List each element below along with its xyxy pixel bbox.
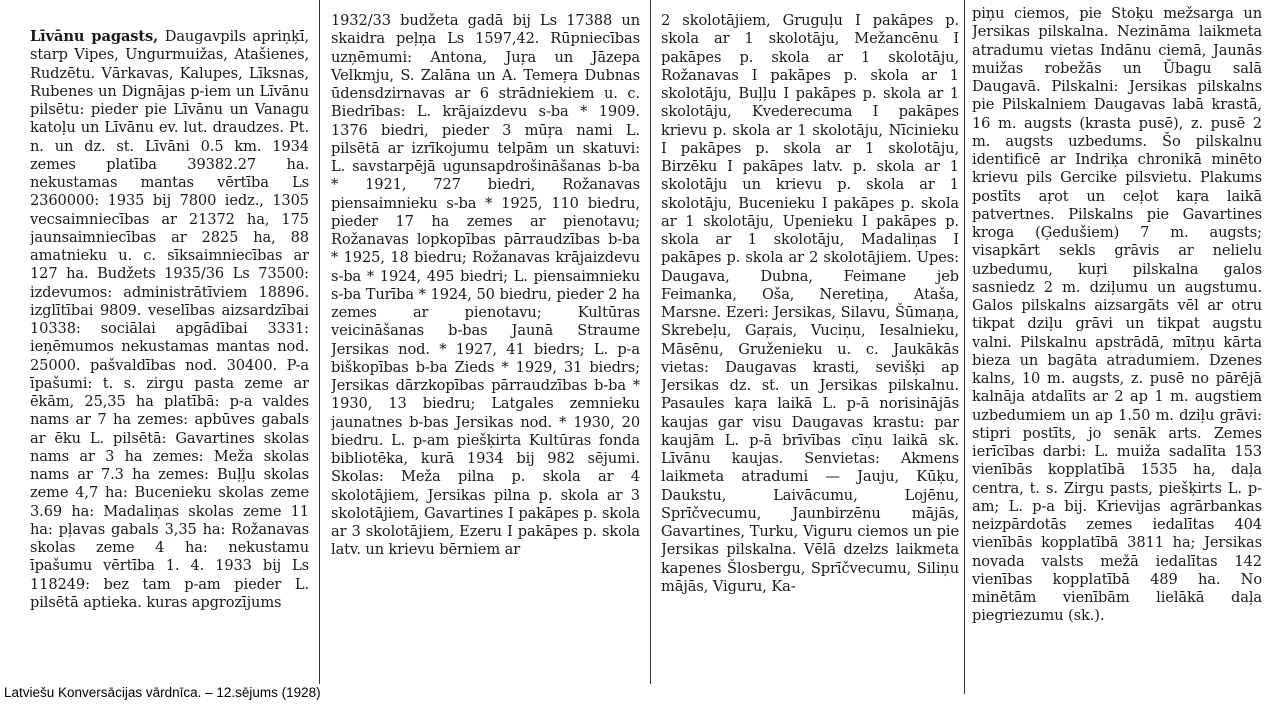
column-1-paragraph (30, 28, 309, 612)
entry-title: Līvānu pagasts, (30, 28, 159, 45)
column-divider (650, 0, 651, 684)
text-column-2 (331, 12, 640, 686)
source-caption: Latviešu Konversācijas vārdnīca. – 12.sējums (1928) (4, 685, 321, 700)
column-divider (964, 0, 965, 694)
column-2-text: 1932/33 budžeta gadā bij Ls 17388 un skaidra peļņa Ls 1597,42. Rūpniecības uzņēmumi: Antona, Juŗa un Jāzepa Velkmju, S. Zalāna un A. Temeŗa Dubnas ūdensdzirnavas ar 6 strādniekiem u. c. Biedrības: L. krājaizdevu s-ba * 1909. 1376 biedri, pieder 3 mūŗa nami L. pilsētā ar izrīkojumu telpām un skatuvi: L. savstarpējā ugunsapdrošināšanas b-ba * 1921, 727 biedri, Rožanavas piensaimnieku s-ba * 1925, 110 biedru, pieder 17 ha zemes ar pienotavu; Rožanavas lopkopības pārraudzības b-ba * 1925, 18 biedru; Rožanavas krājaizdevu s-ba * 1924, 495 biedri; L. piensaimnieku s-ba Turība * 1924, 50 biedru, pieder 2 ha zemes ar pienotavu; Kultūras veicināšanas b-bas Jaunā Straume Jersikas nod. * 1927, 41 biedrs; L. p-a biškopības b-ba Zieds * 1929, 31 biedrs; Jersikas dārzkopības pārraudzības b-ba * 1930, 13 biedru; Latgales zemnieku jaunatnes b-bas Jersikas nod. * 1930, 20 biedru. L. p-am piešķirta Kultūras fonda bibliotēka, kurā 1934 bij 982 sējumi. Skolas: Meža pilna p. skola ar 4 skolotājiem, Jersikas pilna p. skola ar 3 skolotājiem, Gavartines I pakāpes p. skola ar 3 skolotājiem, Ezeru I pakāpes p. skola latv. un krievu bērniem ar (331, 12, 640, 559)
column-4-text: piņu ciemos, pie Stoķu mežsarga un Jersikas pilskalna. Nezināma laikmeta atradumu vietas Indānu ciemā, Jaunās muižas robežās un Ūbagu salā Daugavā. Pilskalni: Jersikas pilskalns pie Pilskalniem Daugavas labā krastā, 16 m. augsts (krasta pusē), z. pusē 2 m. augsts uzbedums. Šo pilskalnu identificē ar Indriķa chronikā minēto krievu pils Gercike pilsvietu. Plakums postīts aŗot un ceļot kaŗa laikā patvertnes. Pilskalns pie Gavartines kroga (Ģedušiem) 7 m. augsts; visapkārt sekls grāvis ar nelielu uzbedumu, kuŗi pilskalna galos sasniedz 2 m. dziļumu un augstumu. Galos pilskalns aizsargāts vēl ar otru tikpat dziļu grāvi un tikpat augstu valni. Pilskalnu apstrādā, mītņu kārta bieza un bagāta atradumiem. Dzenes kalns, 10 m. augsts, z. pusē no pārējā kalnāja atdalīts ar 2 ap 1 m. augstiem uzbedumiem un ap 1.50 m. dziļu grāvi: stipri postīts, jo senāk arts. Zemes ierīcības darbi: L. muiža sadalīta 153 vienībās kopplatībā 1535 ha, daļa centra, t. s. Zirgu pasts, piešķirts L. p-am; L. p-a bij. Krievijas agrārbankas neizpārdotās zemes iedalītas 404 vienībās kopplatībā 3811 ha; Jersikas novada valsts mežā iedalītas 142 vienības kopplatībā 489 ha. No minētām vienībām lielākā daļa piegriezumu (sk.). (972, 5, 1262, 625)
text-column-3 (661, 12, 959, 686)
text-column-1 (30, 28, 309, 702)
column-1-text: Daugavpils apriņķī, starp Vipes, Ungurmuižas, Atašienes, Rudzētu. Vārkavas, Kalupes, Līksnas, Rubenes un Dignājas p-iem un Līvānu pilsētu: pieder pie Līvānu un Vanagu katoļu un Līvānu ev. lut. draudzes. Pt. n. un dz. st. Līvāni 0.5 km. 1934 zemes platība 39382.27 ha. nekustamas mantas vērtība Ls 2360000: 1935 bij 7800 iedz., 1305 vecsaimniecības ar 21372 ha, 175 jaunsaimniecības ar 2825 ha, 88 amatnieku u. c. sīksaimniecības ar 127 ha. Budžets 1935/36 Ls 73500: izdevumos: administrātīviem 18896. izglītībai 9809. veselības aizsardzībai 10338: sociālai apgādībai 3331: ieņēmumos nekustamas mantas nod. 25000. pašvaldības nod. 30400. P-a īpašumi: t. s. zirgu pasta zeme ar ēkām, 25,35 ha platībā: p-a valdes nams ar 7 ha zemes: apbūves gabals ar ēku L. pilsētā: Gavartines skolas nams ar 3 ha zemes: Meža skolas nams ar 7.3 ha zemes: Buļļu skolas zeme 4,7 ha: Bucenieku skolas zeme 3.69 ha: Madaliņas skolas zeme 11 ha: pļavas gabals 3,35 ha: Rožanavas skolas zeme 4 ha: nekustamu īpašumu vērtība 1. 4. 1933 bij Ls 118249: bez tam p-am pieder L. pilsētā aptieka. kuras apgrozījums (30, 28, 309, 611)
column-3-text: 2 skolotājiem, Gruguļu I pakāpes p. skola ar 1 skolotāju, Mežancēnu I pakāpes p. skola ar 1 skolotāju, Rožanavas I pakāpes p. skola ar 1 skolotāju, Buļļu I pakāpes p. skola ar 1 skolotāju, Kvederecuma I pakāpes krievu p. skola ar 1 skolotāju, Nīcinieku I pakāpes p. skola ar 1 skolotāju, Birzēku I pakāpes latv. p. skola ar 1 skolotāju un krievu p. skola ar 1 skolotāju, Bucenieku I pakāpes p. skola ar 1 skolotāju, Upenieku I pakāpes p. skola ar 1 skolotāju, Madaliņas I pakāpes p. skola ar 2 skolotājiem. Upes: Daugava, Dubna, Feimane jeb Feimanka, Oša, Neretiņa, Ataša, Marsne. Ezeri: Jersikas, Silavu, Šūmaņa, Skrebeļu, Gaŗais, Vuciņu, Iesalnieku, Māsēnu, Gruženieku u. c. Jaukākās vietas: Daugavas krasti, sevišķi ap Jersikas dz. st. un Jersikas pilskalnu. Pasaules kaŗa laikā L. p-ā norisinājās kaujas gar visu Daugavas krastu: par kaujām L. p-ā brīvības cīņu laikā sk. Līvānu kaujas. Senvietas: Akmens laikmeta atradumi — Jauju, Kūķu, Daukstu, Laivācumu, Lojēnu, Sprīčvecumu, Jaunbirzēnu mājās, Gavartines, Turku, Viguru ciemos un pie Jersikas pilskalna. Vēlā dzelzs laikmeta kapenes Šlosbergu, Sprīčvecumu, Siliņu mājās, Viguru, Ka- (661, 12, 959, 595)
text-column-4 (972, 5, 1262, 679)
column-divider (319, 0, 320, 684)
